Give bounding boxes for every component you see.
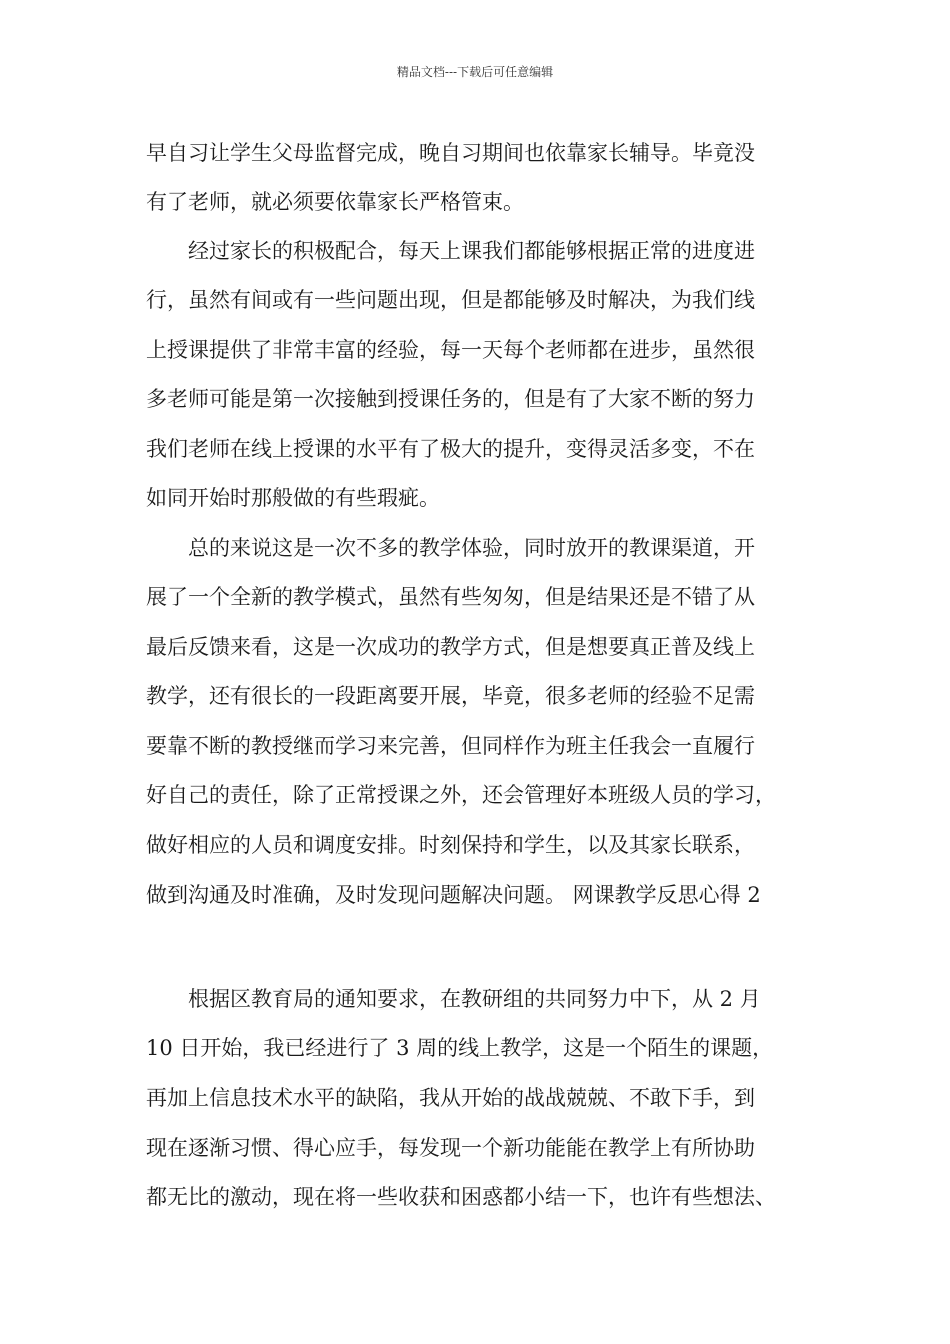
body-line: 做到沟通及时准确，及时发现问题解决问题。 网课教学反思心得 2	[146, 883, 761, 907]
body-line: 根据区教育局的通知要求，在教研组的共同努力中下，从 2 月	[146, 987, 761, 1011]
body-line: 10 日开始，我已经进行了 3 周的线上教学，这是一个陌生的课题，	[146, 1036, 774, 1060]
body-line: 我们老师在线上授课的水平有了极大的提升，变得灵活多变，不在	[146, 437, 755, 461]
body-line: 做好相应的人员和调度安排。时刻保持和学生，以及其家长联系，	[146, 833, 755, 857]
body-line: 都无比的激动，现在将一些收获和困惑都小结一下，也许有些想法、	[146, 1185, 776, 1209]
body-line: 有了老师，就必须要依靠家长严格管束。	[146, 190, 524, 214]
body-line: 上授课提供了非常丰富的经验，每一天每个老师都在进步，虽然很	[146, 338, 755, 362]
body-line: 现在逐渐习惯、得心应手，每发现一个新功能能在教学上有所协助	[146, 1136, 755, 1160]
body-line: 早自习让学生父母监督完成，晚自习期间也依靠家长辅导。毕竟没	[146, 141, 755, 165]
body-line: 教学，还有很长的一段距离要开展，毕竟，很多老师的经验不足需	[146, 684, 755, 708]
body-line: 好自己的责任，除了正常授课之外，还会管理好本班级人员的学习，	[146, 783, 776, 807]
body-line: 多老师可能是第一次接触到授课任务的，但是有了大家不断的努力	[146, 387, 755, 411]
body-line: 最后反馈来看，这是一次成功的教学方式，但是想要真正普及线上	[146, 635, 755, 659]
body-line: 要靠不断的教授继而学习来完善，但同样作为班主任我会一直履行	[146, 734, 755, 758]
body-line: 如同开始时那般做的有些瑕疵。	[146, 486, 440, 510]
body-line: 总的来说这是一次不多的教学体验，同时放开的教课渠道，开	[146, 536, 755, 560]
body-line: 行，虽然有间或有一些问题出现，但是都能够及时解决，为我们线	[146, 288, 755, 312]
body-line: 展了一个全新的教学模式，虽然有些匆匆，但是结果还是不错了从	[146, 585, 755, 609]
body-line: 再加上信息技术水平的缺陷，我从开始的战战兢兢、不敢下手，到	[146, 1086, 755, 1110]
body-line: 经过家长的积极配合，每天上课我们都能够根据正常的进度进	[146, 239, 755, 263]
page-header: 精品文档---下载后可任意编辑	[396, 65, 554, 79]
